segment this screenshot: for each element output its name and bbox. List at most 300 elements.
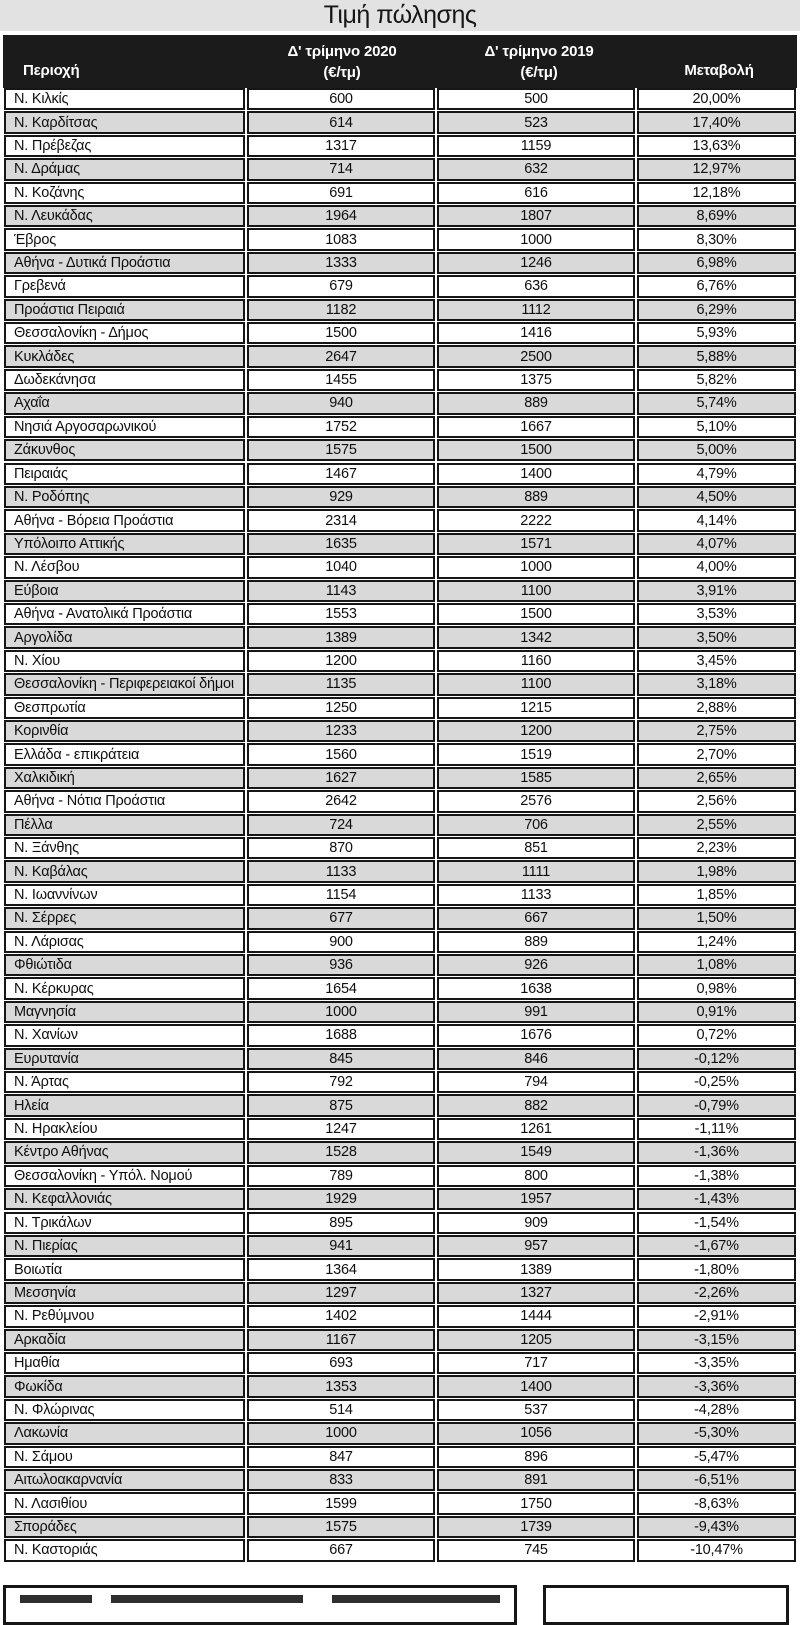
region-cell: Αθήνα - Δυτικά Προάστια bbox=[4, 252, 245, 274]
change-value-cell: 6,98% bbox=[637, 252, 796, 274]
change-value-cell: 1,98% bbox=[637, 860, 796, 882]
change-value-cell: 5,82% bbox=[637, 369, 796, 391]
change-value-cell: -1,38% bbox=[637, 1165, 796, 1187]
q4-2019-value-cell: 1500 bbox=[437, 439, 635, 461]
q4-2020-value-cell: 1083 bbox=[247, 228, 435, 250]
region-cell: Ν. Δράμας bbox=[4, 158, 245, 180]
q4-2019-value-cell: 1000 bbox=[437, 228, 635, 250]
q4-2019-value-cell: 500 bbox=[437, 88, 635, 110]
q4-2020-value-cell: 847 bbox=[247, 1446, 435, 1468]
region-cell: Ν. Τρικάλων bbox=[4, 1212, 245, 1234]
region-cell: Αιτωλοακαρνανία bbox=[4, 1469, 245, 1491]
change-value-cell: 6,29% bbox=[637, 299, 796, 321]
change-value-cell: 17,40% bbox=[637, 111, 796, 133]
q4-2019-value-cell: 891 bbox=[437, 1469, 635, 1491]
change-value-cell: 4,00% bbox=[637, 556, 796, 578]
table-row bbox=[4, 556, 796, 578]
change-value-cell: -1,80% bbox=[637, 1258, 796, 1280]
q4-2019-value-cell: 1500 bbox=[437, 603, 635, 625]
region-cell: Ν. Λευκάδας bbox=[4, 205, 245, 227]
q4-2020-value-cell: 677 bbox=[247, 907, 435, 929]
q4-2020-value-cell: 1364 bbox=[247, 1258, 435, 1280]
table-row bbox=[4, 135, 796, 157]
change-value-cell: -1,54% bbox=[637, 1212, 796, 1234]
region-cell: Ν. Καστοριάς bbox=[4, 1539, 245, 1561]
change-value-cell: 0,98% bbox=[637, 977, 796, 999]
region-cell: Ευρυτανία bbox=[4, 1048, 245, 1070]
region-cell: Αθήνα - Νότια Προάστια bbox=[4, 790, 245, 812]
q4-2020-value-cell: 1688 bbox=[247, 1024, 435, 1046]
table-row bbox=[4, 416, 796, 438]
q4-2020-value-cell: 1500 bbox=[247, 322, 435, 344]
table-row bbox=[4, 463, 796, 485]
q4-2020-value-cell: 870 bbox=[247, 837, 435, 859]
change-value-cell: 0,91% bbox=[637, 1001, 796, 1023]
change-value-cell: 4,07% bbox=[637, 533, 796, 555]
change-value-cell: -0,79% bbox=[637, 1094, 796, 1116]
q4-2020-value-cell: 2642 bbox=[247, 790, 435, 812]
q4-2019-value-cell: 636 bbox=[437, 275, 635, 297]
table-row bbox=[4, 837, 796, 859]
table-row bbox=[4, 322, 796, 344]
q4-2019-value-cell: 909 bbox=[437, 1212, 635, 1234]
q4-2019-value-cell: 1159 bbox=[437, 135, 635, 157]
change-value-cell: 12,97% bbox=[637, 158, 796, 180]
q4-2020-value-cell: 2314 bbox=[247, 509, 435, 531]
q4-2019-value-cell: 1400 bbox=[437, 1375, 635, 1397]
table-row bbox=[4, 1118, 796, 1140]
q4-2020-value-cell: 1154 bbox=[247, 884, 435, 906]
q4-2019-value-cell: 1519 bbox=[437, 743, 635, 765]
q4-2020-value-cell: 875 bbox=[247, 1094, 435, 1116]
region-cell: Θεσπρωτία bbox=[4, 697, 245, 719]
q4-2019-value-cell: 1100 bbox=[437, 673, 635, 695]
q4-2020-value-cell: 1040 bbox=[247, 556, 435, 578]
change-value-cell: 20,00% bbox=[637, 88, 796, 110]
q4-2019-value-cell: 1100 bbox=[437, 580, 635, 602]
region-cell: Κορινθία bbox=[4, 720, 245, 742]
region-cell: Ν. Κέρκυρας bbox=[4, 977, 245, 999]
table-row bbox=[4, 580, 796, 602]
q4-2020-value-cell: 1389 bbox=[247, 626, 435, 648]
q4-2019-value-cell: 1160 bbox=[437, 650, 635, 672]
change-value-cell: 2,55% bbox=[637, 814, 796, 836]
region-cell: Ν. Λέσβου bbox=[4, 556, 245, 578]
table-row bbox=[4, 1024, 796, 1046]
q4-2020-value-cell: 679 bbox=[247, 275, 435, 297]
q4-2019-value-cell: 537 bbox=[437, 1399, 635, 1421]
change-value-cell: -5,30% bbox=[637, 1422, 796, 1444]
region-cell: Νησιά Αργοσαρωνικού bbox=[4, 416, 245, 438]
region-cell: Πέλλα bbox=[4, 814, 245, 836]
page-title bbox=[0, 0, 800, 31]
table-row bbox=[4, 1329, 796, 1351]
change-value-cell: 2,23% bbox=[637, 837, 796, 859]
change-value-cell: 0,72% bbox=[637, 1024, 796, 1046]
change-value-cell: -3,35% bbox=[637, 1352, 796, 1374]
q4-2019-value-cell: 616 bbox=[437, 182, 635, 204]
region-cell: Ν. Κοζάνης bbox=[4, 182, 245, 204]
table-row bbox=[4, 814, 796, 836]
table-row bbox=[4, 1446, 796, 1468]
region-cell: Μαγνησία bbox=[4, 1001, 245, 1023]
region-cell: Ν. Κεφαλλονιάς bbox=[4, 1188, 245, 1210]
change-value-cell: -3,15% bbox=[637, 1329, 796, 1351]
q4-2019-value-cell: 882 bbox=[437, 1094, 635, 1116]
q4-2020-value-cell: 714 bbox=[247, 158, 435, 180]
change-value-cell: 5,93% bbox=[637, 322, 796, 344]
table-row bbox=[4, 931, 796, 953]
next-table-left-partial bbox=[3, 1585, 517, 1625]
table-row bbox=[4, 697, 796, 719]
q4-2019-value-cell: 889 bbox=[437, 392, 635, 414]
region-cell: Πειραιάς bbox=[4, 463, 245, 485]
change-value-cell: 3,53% bbox=[637, 603, 796, 625]
region-cell: Ν. Ηρακλείου bbox=[4, 1118, 245, 1140]
q4-2020-value-cell: 1000 bbox=[247, 1422, 435, 1444]
q4-2020-value-cell: 1247 bbox=[247, 1118, 435, 1140]
q4-2020-value-cell: 1297 bbox=[247, 1282, 435, 1304]
column-header-q4-2020-line2: (€/τμ) bbox=[323, 64, 361, 81]
q4-2020-value-cell: 514 bbox=[247, 1399, 435, 1421]
q4-2020-value-cell: 1333 bbox=[247, 252, 435, 274]
q4-2019-value-cell: 1056 bbox=[437, 1422, 635, 1444]
change-value-cell: 2,75% bbox=[637, 720, 796, 742]
change-value-cell: 12,18% bbox=[637, 182, 796, 204]
q4-2019-value-cell: 1667 bbox=[437, 416, 635, 438]
table-row bbox=[4, 650, 796, 672]
q4-2019-value-cell: 846 bbox=[437, 1048, 635, 1070]
q4-2020-value-cell: 1560 bbox=[247, 743, 435, 765]
q4-2020-value-cell: 1654 bbox=[247, 977, 435, 999]
table-row bbox=[4, 1001, 796, 1023]
change-value-cell: -0,12% bbox=[637, 1048, 796, 1070]
q4-2020-value-cell: 941 bbox=[247, 1235, 435, 1257]
q4-2020-value-cell: 1200 bbox=[247, 650, 435, 672]
table-row bbox=[4, 1399, 796, 1421]
change-value-cell: 3,91% bbox=[637, 580, 796, 602]
q4-2019-value-cell: 1246 bbox=[437, 252, 635, 274]
q4-2019-value-cell: 745 bbox=[437, 1539, 635, 1561]
q4-2020-value-cell: 936 bbox=[247, 954, 435, 976]
change-value-cell: -1,43% bbox=[637, 1188, 796, 1210]
q4-2019-value-cell: 1111 bbox=[437, 860, 635, 882]
region-cell: Αθήνα - Βόρεια Προάστια bbox=[4, 509, 245, 531]
region-cell: Αθήνα - Ανατολικά Προάστια bbox=[4, 603, 245, 625]
change-value-cell: -2,91% bbox=[637, 1305, 796, 1327]
change-value-cell: 2,65% bbox=[637, 767, 796, 789]
change-value-cell: 2,88% bbox=[637, 697, 796, 719]
table-row bbox=[4, 345, 796, 367]
change-value-cell: -8,63% bbox=[637, 1492, 796, 1514]
q4-2019-value-cell: 1200 bbox=[437, 720, 635, 742]
q4-2019-value-cell: 851 bbox=[437, 837, 635, 859]
q4-2019-value-cell: 1444 bbox=[437, 1305, 635, 1327]
change-value-cell: 4,14% bbox=[637, 509, 796, 531]
region-cell: Εύβοια bbox=[4, 580, 245, 602]
q4-2020-value-cell: 1317 bbox=[247, 135, 435, 157]
region-cell: Θεσσαλονίκη - Δήμος bbox=[4, 322, 245, 344]
q4-2019-value-cell: 896 bbox=[437, 1446, 635, 1468]
change-value-cell: 1,08% bbox=[637, 954, 796, 976]
region-cell: Ημαθία bbox=[4, 1352, 245, 1374]
region-cell: Ν. Ιωαννίνων bbox=[4, 884, 245, 906]
change-value-cell: 3,50% bbox=[637, 626, 796, 648]
table-row bbox=[4, 673, 796, 695]
region-cell: Ν. Καβάλας bbox=[4, 860, 245, 882]
q4-2019-value-cell: 2576 bbox=[437, 790, 635, 812]
q4-2020-value-cell: 792 bbox=[247, 1071, 435, 1093]
change-value-cell: -9,43% bbox=[637, 1516, 796, 1538]
q4-2020-value-cell: 667 bbox=[247, 1539, 435, 1561]
change-value-cell: 3,45% bbox=[637, 650, 796, 672]
table-row bbox=[4, 439, 796, 461]
q4-2019-value-cell: 1416 bbox=[437, 322, 635, 344]
table-row bbox=[4, 603, 796, 625]
table-row bbox=[4, 790, 796, 812]
table-row bbox=[4, 954, 796, 976]
region-cell: Δωδεκάνησα bbox=[4, 369, 245, 391]
region-cell: Ελλάδα - επικράτεια bbox=[4, 743, 245, 765]
region-cell: Υπόλοιπο Αττικής bbox=[4, 533, 245, 555]
q4-2019-value-cell: 1400 bbox=[437, 463, 635, 485]
region-cell: Λακωνία bbox=[4, 1422, 245, 1444]
table-row bbox=[4, 1141, 796, 1163]
table-row bbox=[4, 275, 796, 297]
change-value-cell: 5,00% bbox=[637, 439, 796, 461]
table-row bbox=[4, 1492, 796, 1514]
region-cell: Ν. Λασιθίου bbox=[4, 1492, 245, 1514]
next-table-right-partial bbox=[543, 1585, 789, 1625]
q4-2019-value-cell: 957 bbox=[437, 1235, 635, 1257]
q4-2020-value-cell: 1353 bbox=[247, 1375, 435, 1397]
table-row bbox=[4, 1094, 796, 1116]
table-row bbox=[4, 1188, 796, 1210]
column-header-region: Περιοχή bbox=[23, 62, 80, 79]
table-row bbox=[4, 1516, 796, 1538]
q4-2019-value-cell: 800 bbox=[437, 1165, 635, 1187]
change-value-cell: -0,25% bbox=[637, 1071, 796, 1093]
region-cell: Ν. Λάρισας bbox=[4, 931, 245, 953]
table-row bbox=[4, 743, 796, 765]
column-header-change: Μεταβολή bbox=[684, 62, 754, 79]
table-row bbox=[4, 299, 796, 321]
table-row bbox=[4, 1305, 796, 1327]
q4-2019-value-cell: 1261 bbox=[437, 1118, 635, 1140]
q4-2020-value-cell: 1000 bbox=[247, 1001, 435, 1023]
table-row bbox=[4, 1048, 796, 1070]
region-cell: Κυκλάδες bbox=[4, 345, 245, 367]
q4-2020-value-cell: 1627 bbox=[247, 767, 435, 789]
change-value-cell: 5,74% bbox=[637, 392, 796, 414]
q4-2020-value-cell: 1143 bbox=[247, 580, 435, 602]
q4-2020-value-cell: 1752 bbox=[247, 416, 435, 438]
table-row bbox=[4, 1212, 796, 1234]
q4-2019-value-cell: 926 bbox=[437, 954, 635, 976]
region-cell: Ηλεία bbox=[4, 1094, 245, 1116]
q4-2020-value-cell: 1553 bbox=[247, 603, 435, 625]
region-cell: Ν. Σέρρες bbox=[4, 907, 245, 929]
change-value-cell: -2,26% bbox=[637, 1282, 796, 1304]
table-row bbox=[4, 1469, 796, 1491]
region-cell: Ν. Χανίων bbox=[4, 1024, 245, 1046]
q4-2019-value-cell: 1957 bbox=[437, 1188, 635, 1210]
table-row bbox=[4, 1375, 796, 1397]
q4-2019-value-cell: 991 bbox=[437, 1001, 635, 1023]
change-value-cell: 4,79% bbox=[637, 463, 796, 485]
region-cell: Ν. Χίου bbox=[4, 650, 245, 672]
q4-2019-value-cell: 706 bbox=[437, 814, 635, 836]
q4-2019-value-cell: 889 bbox=[437, 931, 635, 953]
region-cell: Ζάκυνθος bbox=[4, 439, 245, 461]
q4-2020-value-cell: 929 bbox=[247, 486, 435, 508]
region-cell: Ν. Καρδίτσας bbox=[4, 111, 245, 133]
q4-2020-value-cell: 845 bbox=[247, 1048, 435, 1070]
table-row bbox=[4, 509, 796, 531]
table-row bbox=[4, 369, 796, 391]
q4-2019-value-cell: 1215 bbox=[437, 697, 635, 719]
change-value-cell: -1,36% bbox=[637, 1141, 796, 1163]
q4-2019-value-cell: 1676 bbox=[437, 1024, 635, 1046]
region-cell: Ν. Πιερίας bbox=[4, 1235, 245, 1257]
q4-2019-value-cell: 889 bbox=[437, 486, 635, 508]
table-row bbox=[4, 977, 796, 999]
table-row bbox=[4, 1071, 796, 1093]
q4-2019-value-cell: 1205 bbox=[437, 1329, 635, 1351]
q4-2019-value-cell: 1739 bbox=[437, 1516, 635, 1538]
q4-2020-value-cell: 724 bbox=[247, 814, 435, 836]
column-header-q4-2020-line1: Δ' τρίμηνο 2020 bbox=[287, 43, 397, 60]
region-cell: Σποράδες bbox=[4, 1516, 245, 1538]
column-header-q4-2020 bbox=[247, 35, 437, 88]
q4-2020-value-cell: 1135 bbox=[247, 673, 435, 695]
change-value-cell: -3,36% bbox=[637, 1375, 796, 1397]
q4-2019-value-cell: 1000 bbox=[437, 556, 635, 578]
q4-2020-value-cell: 789 bbox=[247, 1165, 435, 1187]
column-header-q4-2019-line2: (€/τμ) bbox=[520, 64, 558, 81]
q4-2020-value-cell: 1575 bbox=[247, 1516, 435, 1538]
column-header-q4-2019-line1: Δ' τρίμηνο 2019 bbox=[484, 43, 594, 60]
table-row bbox=[4, 1282, 796, 1304]
q4-2019-value-cell: 523 bbox=[437, 111, 635, 133]
q4-2020-value-cell: 1467 bbox=[247, 463, 435, 485]
table-row bbox=[4, 884, 796, 906]
region-cell: Ν. Ροδόπης bbox=[4, 486, 245, 508]
change-value-cell: 1,24% bbox=[637, 931, 796, 953]
table-row bbox=[4, 860, 796, 882]
region-cell: Θεσσαλονίκη - Περιφερειακοί δήμοι bbox=[4, 673, 245, 695]
q4-2020-value-cell: 895 bbox=[247, 1212, 435, 1234]
table-row bbox=[4, 1235, 796, 1257]
change-value-cell: 8,30% bbox=[637, 228, 796, 250]
table-row bbox=[4, 1422, 796, 1444]
table-body bbox=[4, 88, 796, 1563]
table-row bbox=[4, 1352, 796, 1374]
region-cell: Θεσσαλονίκη - Υπόλ. Νομού bbox=[4, 1165, 245, 1187]
table-row bbox=[4, 767, 796, 789]
q4-2020-value-cell: 2647 bbox=[247, 345, 435, 367]
change-value-cell: -5,47% bbox=[637, 1446, 796, 1468]
table-row bbox=[4, 486, 796, 508]
region-cell: Αρκαδία bbox=[4, 1329, 245, 1351]
q4-2019-value-cell: 1750 bbox=[437, 1492, 635, 1514]
region-cell: Χαλκιδική bbox=[4, 767, 245, 789]
region-cell: Ν. Κιλκίς bbox=[4, 88, 245, 110]
table-row bbox=[4, 252, 796, 274]
region-cell: Ν. Πρέβεζας bbox=[4, 135, 245, 157]
change-value-cell: 5,88% bbox=[637, 345, 796, 367]
q4-2019-value-cell: 1549 bbox=[437, 1141, 635, 1163]
q4-2019-value-cell: 1389 bbox=[437, 1258, 635, 1280]
q4-2020-value-cell: 1528 bbox=[247, 1141, 435, 1163]
change-value-cell: 8,69% bbox=[637, 205, 796, 227]
table-row bbox=[4, 626, 796, 648]
change-value-cell: 13,63% bbox=[637, 135, 796, 157]
q4-2020-value-cell: 614 bbox=[247, 111, 435, 133]
change-value-cell: 1,85% bbox=[637, 884, 796, 906]
region-cell: Ν. Φλώρινας bbox=[4, 1399, 245, 1421]
q4-2019-value-cell: 2222 bbox=[437, 509, 635, 531]
table-row bbox=[4, 1165, 796, 1187]
q4-2019-value-cell: 1638 bbox=[437, 977, 635, 999]
q4-2019-value-cell: 667 bbox=[437, 907, 635, 929]
q4-2019-value-cell: 1133 bbox=[437, 884, 635, 906]
q4-2020-value-cell: 1575 bbox=[247, 439, 435, 461]
region-cell: Αχαΐα bbox=[4, 392, 245, 414]
region-cell: Κέντρο Αθήνας bbox=[4, 1141, 245, 1163]
q4-2020-value-cell: 693 bbox=[247, 1352, 435, 1374]
change-value-cell: 2,70% bbox=[637, 743, 796, 765]
change-value-cell: 4,50% bbox=[637, 486, 796, 508]
q4-2019-value-cell: 1375 bbox=[437, 369, 635, 391]
next-table-left-header-hint bbox=[20, 1595, 500, 1603]
q4-2020-value-cell: 900 bbox=[247, 931, 435, 953]
q4-2019-value-cell: 1807 bbox=[437, 205, 635, 227]
region-cell: Ν. Σάμου bbox=[4, 1446, 245, 1468]
change-value-cell: 2,56% bbox=[637, 790, 796, 812]
table-row bbox=[4, 88, 796, 110]
region-cell: Μεσσηνία bbox=[4, 1282, 245, 1304]
table-header bbox=[3, 35, 797, 88]
page-title-text: Τιμή πώλησης bbox=[323, 1, 477, 29]
table-row bbox=[4, 158, 796, 180]
table-row bbox=[4, 228, 796, 250]
q4-2020-value-cell: 940 bbox=[247, 392, 435, 414]
table-row bbox=[4, 1258, 796, 1280]
q4-2020-value-cell: 600 bbox=[247, 88, 435, 110]
table-row bbox=[4, 205, 796, 227]
q4-2020-value-cell: 833 bbox=[247, 1469, 435, 1491]
q4-2020-value-cell: 1455 bbox=[247, 369, 435, 391]
region-cell: Βοιωτία bbox=[4, 1258, 245, 1280]
q4-2019-value-cell: 1327 bbox=[437, 1282, 635, 1304]
q4-2020-value-cell: 1182 bbox=[247, 299, 435, 321]
change-value-cell: 5,10% bbox=[637, 416, 796, 438]
table-row bbox=[4, 1539, 796, 1561]
region-cell: Γρεβενά bbox=[4, 275, 245, 297]
table-row bbox=[4, 392, 796, 414]
table-row bbox=[4, 907, 796, 929]
q4-2020-value-cell: 1233 bbox=[247, 720, 435, 742]
q4-2019-value-cell: 794 bbox=[437, 1071, 635, 1093]
q4-2020-value-cell: 1250 bbox=[247, 697, 435, 719]
change-value-cell: 6,76% bbox=[637, 275, 796, 297]
change-value-cell: -4,28% bbox=[637, 1399, 796, 1421]
region-cell: Προάστια Πειραιά bbox=[4, 299, 245, 321]
q4-2019-value-cell: 717 bbox=[437, 1352, 635, 1374]
q4-2020-value-cell: 691 bbox=[247, 182, 435, 204]
q4-2019-value-cell: 1571 bbox=[437, 533, 635, 555]
